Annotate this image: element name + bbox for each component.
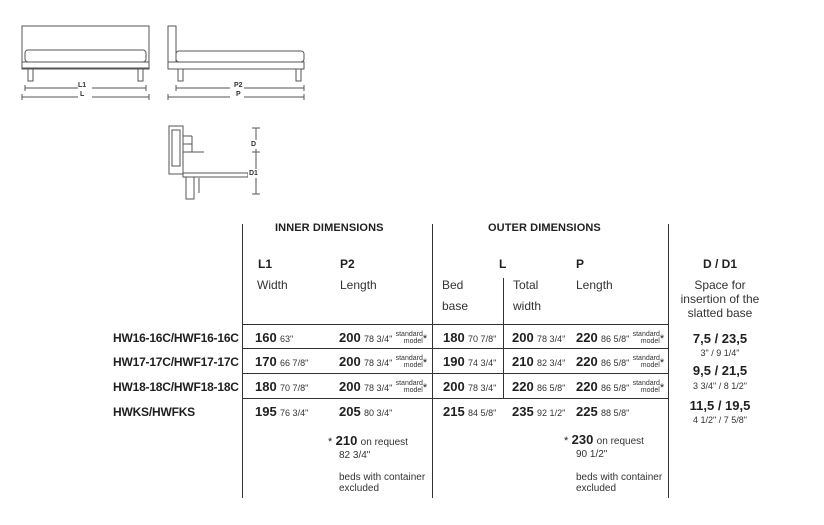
p2-on-request-inches: 82 3/4" bbox=[339, 450, 371, 461]
front-l1-label: L1 bbox=[78, 82, 87, 89]
col-dd1-desc-3: slatted base bbox=[687, 306, 753, 320]
divider-left bbox=[242, 224, 243, 498]
row-divider-3 bbox=[242, 373, 669, 374]
p2-container-note-1: beds with container bbox=[339, 472, 426, 483]
col-dd1-desc-1: Space for bbox=[694, 278, 746, 292]
col-l-code: L bbox=[499, 257, 507, 271]
row-3-total: 220 86 5/8" bbox=[512, 379, 566, 394]
col-total-label-2: width bbox=[513, 299, 542, 313]
row-4-bedbase: 215 84 5/8" bbox=[443, 404, 497, 419]
row-2-model: HW17-17C/HWF17-17C bbox=[113, 355, 239, 369]
outer-dimensions-header: OUTER DIMENSIONS bbox=[488, 222, 601, 234]
row-1-bedbase: 180 70 7/8" bbox=[443, 330, 497, 345]
side-view-drawing bbox=[164, 22, 312, 102]
col-p-label: Length bbox=[576, 278, 613, 292]
row-2-dd1: 9,5 / 21,5 bbox=[692, 363, 748, 378]
inner-dimensions-header: INNER DIMENSIONS bbox=[275, 222, 384, 234]
col-p-code: P bbox=[576, 257, 585, 271]
col-p2-label: Length bbox=[340, 278, 377, 292]
row-2-dd1-inches: 3 3/4" / 8 1/2" bbox=[693, 381, 747, 391]
side-p-label: P bbox=[236, 91, 241, 98]
row-3-l1: 180 70 7/8" bbox=[255, 379, 309, 394]
p-on-request: * 230 on request bbox=[564, 432, 644, 447]
divider-bedbase bbox=[503, 278, 504, 398]
row-2-total: 210 82 3/4" bbox=[512, 354, 566, 369]
col-l1-code: L1 bbox=[258, 257, 273, 271]
col-p2-code: P2 bbox=[340, 257, 355, 271]
p-container-note-1: beds with container bbox=[576, 472, 663, 483]
row-1-total: 200 78 3/4" bbox=[512, 330, 566, 345]
row-3-p: 220 86 5/8" standard model* bbox=[576, 379, 665, 394]
row-divider-2 bbox=[242, 348, 669, 349]
col-bedbase-label-2: base bbox=[442, 299, 469, 313]
section-view-drawing bbox=[164, 122, 274, 202]
row-3-model: HW18-18C/HWF18-18C bbox=[113, 380, 239, 394]
col-dd1-code: D / D1 bbox=[702, 257, 737, 271]
row-1-dd1: 7,5 / 23,5 bbox=[692, 331, 748, 346]
row-2-bedbase: 190 74 3/4" bbox=[443, 354, 497, 369]
row-3-p2: 200 78 3/4" standard model* bbox=[339, 379, 428, 394]
front-l-label: L bbox=[80, 91, 85, 98]
row-2-p: 220 86 5/8" standard model* bbox=[576, 354, 665, 369]
row-1-p2: 200 78 3/4" standard model* bbox=[339, 330, 428, 345]
front-view-drawing bbox=[18, 22, 156, 102]
section-d-label: D bbox=[251, 141, 257, 148]
divider-right bbox=[668, 224, 669, 498]
row-1-dd1-inches: 3" / 9 1/4" bbox=[700, 348, 740, 358]
row-4-model: HWKS/HWFKS bbox=[113, 405, 195, 419]
row-2-p2: 200 78 3/4" standard model* bbox=[339, 354, 428, 369]
row-1-model: HW16-16C/HWF16-16C bbox=[113, 331, 239, 345]
row-4-p2: 205 80 3/4" bbox=[339, 404, 393, 419]
row-divider-1 bbox=[242, 324, 669, 325]
row-1-p: 220 86 5/8" standard model* bbox=[576, 330, 665, 345]
row-3-dd1-inches: 4 1/2" / 7 5/8" bbox=[693, 415, 747, 425]
p2-container-note-2: excluded bbox=[339, 483, 380, 494]
row-4-l1: 195 76 3/4" bbox=[255, 404, 309, 419]
p-on-request-inches: 90 1/2" bbox=[576, 449, 608, 460]
row-4-total: 235 92 1/2" bbox=[512, 404, 566, 419]
row-4-p: 225 88 5/8" bbox=[576, 404, 630, 419]
row-3-bedbase: 200 78 3/4" bbox=[443, 379, 497, 394]
side-p2-label: P2 bbox=[234, 82, 243, 89]
p-container-note-2: excluded bbox=[576, 483, 617, 494]
col-dd1-desc-2: insertion of the bbox=[680, 292, 760, 306]
col-total-label-1: Total bbox=[513, 278, 539, 292]
col-l1-label: Width bbox=[257, 278, 288, 292]
col-bedbase-label-1: Bed bbox=[442, 278, 464, 292]
row-1-l1: 160 63" bbox=[255, 330, 294, 345]
row-3-dd1: 11,5 / 19,5 bbox=[689, 398, 751, 413]
section-d1-label: D1 bbox=[249, 170, 258, 177]
p2-on-request: * 210 on request bbox=[328, 433, 408, 448]
row-2-l1: 170 66 7/8" bbox=[255, 354, 309, 369]
divider-middle bbox=[432, 224, 433, 498]
row-divider-4 bbox=[242, 398, 669, 399]
